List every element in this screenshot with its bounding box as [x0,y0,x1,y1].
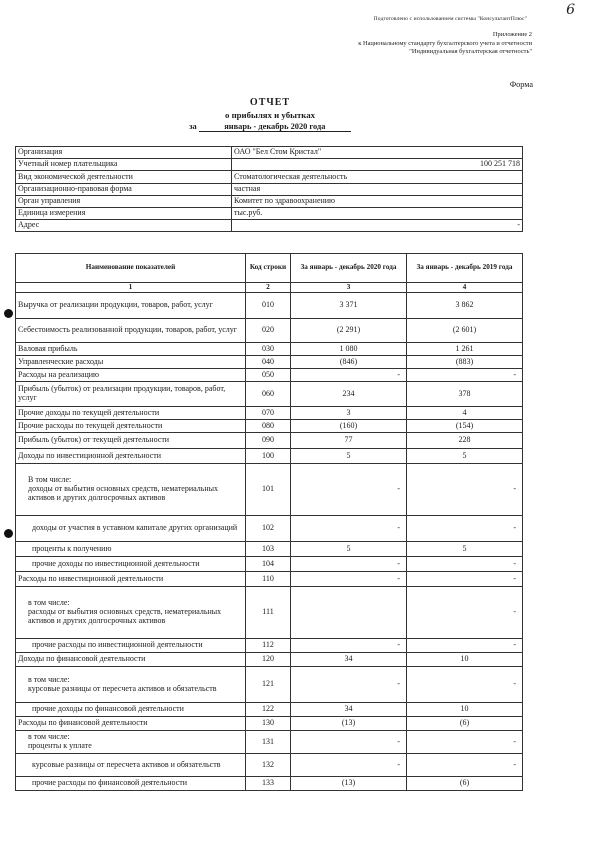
indicator-name: Расходы по инвестиционной деятельности [16,572,246,587]
line-code: 122 [246,703,291,717]
punch-hole-mark [4,529,13,538]
line-code: 133 [246,777,291,791]
indicator-name: прочие доходы по финансовой деятельности [16,703,246,717]
table-row [16,407,523,420]
info-row [16,159,523,171]
value-current: (13) [291,717,407,731]
appendix-line: Приложение 2 [492,31,532,38]
value-current: - [291,464,407,516]
indicator-name: Управленческие расходы [16,356,246,369]
info-label: Адрес [16,220,232,232]
value-current: - [291,572,407,587]
info-row [16,207,523,219]
line-code: 080 [246,420,291,433]
column-number-row [16,283,523,293]
value-current: 1 080 [291,343,407,356]
value-current: - [291,516,407,542]
consultant-note: Подготовлено с использованием системы "КонсультантПлюс" [373,16,527,22]
value-previous: 5 [407,449,523,464]
table-row [16,557,523,572]
line-code: 121 [246,667,291,703]
value-current: - [291,667,407,703]
column-number: 2 [246,283,291,293]
value-previous: - [407,557,523,572]
info-label: Вид экономической деятельности [16,171,232,183]
value-current: (2 291) [291,319,407,343]
column-number: 1 [16,283,246,293]
info-row [16,147,523,159]
value-current: 234 [291,382,407,407]
value-previous: 378 [407,382,523,407]
line-code: 070 [246,407,291,420]
line-code: 132 [246,754,291,777]
value-previous: (6) [407,717,523,731]
indicator-name: курсовые разницы от пересчета активов и обязательств [16,754,246,777]
table-row [16,639,523,653]
table-row [16,667,523,703]
indicator-name: доходы от участия в уставном капитале других организаций [16,516,246,542]
header-code: Код строки [246,254,291,283]
table-row [16,293,523,319]
value-current: 5 [291,449,407,464]
line-code: 090 [246,433,291,449]
report-title [120,97,420,132]
line-code: 010 [246,293,291,319]
info-label: Учетный номер плательщика [16,159,232,171]
value-previous: 10 [407,703,523,717]
value-previous: 10 [407,653,523,667]
line-code: 100 [246,449,291,464]
indicator-name: проценты к получению [16,542,246,557]
line-code: 102 [246,516,291,542]
line-code: 060 [246,382,291,407]
value-previous: - [407,516,523,542]
line-code: 020 [246,319,291,343]
indicator-name: Валовая прибыль [16,343,246,356]
indicator-name: прочие расходы по финансовой деятельности [16,777,246,791]
line-code: 101 [246,464,291,516]
indicator-name: Доходы по инвестиционной деятельности [16,449,246,464]
table-row [16,731,523,754]
info-row [16,183,523,195]
column-number: 3 [291,283,407,293]
indicator-name: Прочие расходы по текущей деятельности [16,420,246,433]
header-current: За январь - декабрь 2020 года [291,254,407,283]
punch-hole-mark [4,309,13,318]
info-label: Организация [16,147,232,159]
info-row [16,220,523,232]
value-current: (846) [291,356,407,369]
header-name: Наименование показателей [16,254,246,283]
period-value: январь - декабрь 2020 года [199,122,351,132]
line-code: 111 [246,587,291,639]
line-code: 112 [246,639,291,653]
value-previous: - [407,587,523,639]
line-code: 050 [246,369,291,382]
value-current: - [291,557,407,572]
indicator-name: Расходы по финансовой деятельности [16,717,246,731]
value-previous: 5 [407,542,523,557]
table-row [16,777,523,791]
indicator-name: в том числе: расходы от выбытия основных средств, нематериальных активов и других долгосрочных активов [16,587,246,639]
line-code: 110 [246,572,291,587]
indicator-name: в том числе: курсовые разницы от пересчета активов и обязательств [16,667,246,703]
table-row [16,449,523,464]
line-code: 040 [246,356,291,369]
value-current [291,587,407,639]
table-row [16,433,523,449]
value-previous: - [407,572,523,587]
value-previous: - [407,731,523,754]
indicator-name: прочие расходы по инвестиционной деятельности [16,639,246,653]
column-number: 4 [407,283,523,293]
table-row [16,356,523,369]
info-label: Орган управления [16,195,232,207]
table-row [16,319,523,343]
value-current: 5 [291,542,407,557]
title-sub: о прибылях и убытках [224,110,316,120]
indicator-name: Себестоимость реализованной продукции, товаров, работ, услуг [16,319,246,343]
value-previous: 1 261 [407,343,523,356]
info-value: тыс.руб. [232,207,523,219]
appendix-line: "Индивидуальная бухгалтерская отчетность" [409,48,532,56]
table-row [16,516,523,542]
indicator-name: Прибыль (убыток) от реализации продукции, товаров, работ, услуг [16,382,246,407]
line-code: 103 [246,542,291,557]
form-label: Форма [509,80,533,89]
table-header-row [16,254,523,283]
table-row [16,369,523,382]
value-current: 77 [291,433,407,449]
table-body [16,293,523,791]
info-value: 100 251 718 [232,159,523,171]
value-previous: 4 [407,407,523,420]
organization-info-table [15,146,523,232]
indicator-name: Доходы по финансовой деятельности [16,653,246,667]
info-value: Комитет по здравоохранению [232,195,523,207]
info-row [16,195,523,207]
indicator-name: Прибыль (убыток) от текущей деятельности [16,433,246,449]
appendix-note [358,31,532,57]
profit-loss-table [15,253,523,791]
line-code: 120 [246,653,291,667]
value-previous: - [407,667,523,703]
indicator-name: Выручка от реализации продукции, товаров, работ, услуг [16,293,246,319]
indicator-name: В том числе: доходы от выбытия основных средств, нематериальных активов и других долгосрочных активов [16,464,246,516]
table-row [16,420,523,433]
value-previous: - [407,754,523,777]
header-previous: За январь - декабрь 2019 года [407,254,523,283]
value-previous: (883) [407,356,523,369]
indicator-name: в том числе: проценты к уплате [16,731,246,754]
value-previous: - [407,464,523,516]
value-current: - [291,731,407,754]
table-row [16,754,523,777]
table-row [16,382,523,407]
value-current: 34 [291,653,407,667]
line-code: 131 [246,731,291,754]
value-previous: (154) [407,420,523,433]
table-row [16,464,523,516]
value-current: 34 [291,703,407,717]
table-row [16,703,523,717]
table-row [16,542,523,557]
info-label: Организационно-правовая форма [16,183,232,195]
indicator-name: Расходы на реализацию [16,369,246,382]
value-previous: 3 862 [407,293,523,319]
table-row [16,653,523,667]
value-current: 3 [291,407,407,420]
table-row [16,572,523,587]
value-previous: (6) [407,777,523,791]
indicator-name: прочие доходы по инвестиционной деятельности [16,557,246,572]
page-number: 6 [566,2,575,18]
value-current: - [291,369,407,382]
value-previous: (2 601) [407,319,523,343]
value-previous: - [407,369,523,382]
value-current: - [291,754,407,777]
appendix-line: к Национальному стандарту бухгалтерского учета и отчетности [358,39,532,47]
title-main: ОТЧЕТ [249,97,291,108]
value-previous: - [407,639,523,653]
table-row [16,343,523,356]
value-current: 3 371 [291,293,407,319]
value-current: (13) [291,777,407,791]
info-row [16,171,523,183]
table-row [16,717,523,731]
table-row [16,587,523,639]
line-code: 030 [246,343,291,356]
period-prefix: за [189,122,197,131]
info-value: - [232,220,523,232]
info-label: Единица измерения [16,207,232,219]
value-current: (160) [291,420,407,433]
value-current: - [291,639,407,653]
line-code: 130 [246,717,291,731]
info-value: ОАО "Бел Стом Кристал" [232,147,523,159]
title-period [120,122,420,132]
value-previous: 228 [407,433,523,449]
line-code: 104 [246,557,291,572]
indicator-name: Прочие доходы по текущей деятельности [16,407,246,420]
info-value: Стоматологическая деятельность [232,171,523,183]
info-value: частная [232,183,523,195]
